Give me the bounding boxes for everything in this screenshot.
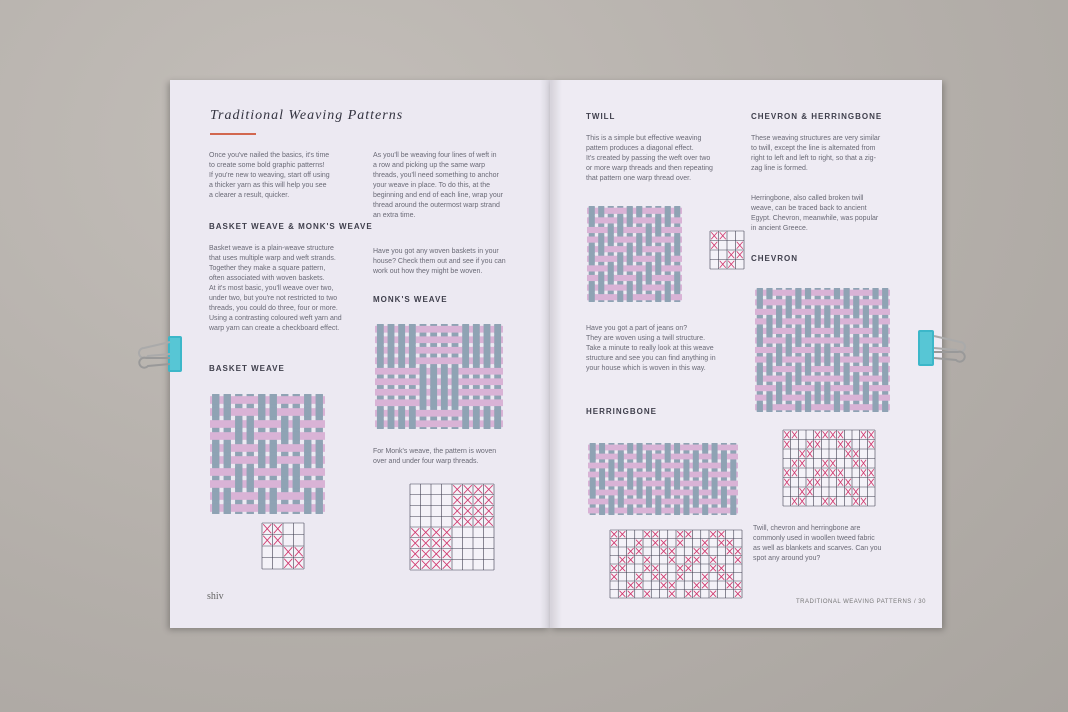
monks-weave-heading: MONK'S WEAVE: [373, 295, 448, 304]
basket-paragraph: Basket weave is a plain-weave structure that uses multiple warp and weft strands. Together they make a square pattern, often associated with woven baskets. At it's most basic, you'll weave over two, under two, but you're not restricted to two threads, you could do three, four or more. Using a contrasting coloured weft yarn and warp yarn can create a checkboard effect.: [209, 245, 342, 332]
closing-paragraph: Twill, chevron and herringbone are commonly used in woollen tweed fabric as well as blankets and scarves. Can you spot any around you?: [753, 525, 882, 562]
intro-paragraph: Once you've nailed the basics, it's time to create some bold graphic patterns! If you're new to weaving, start off using a thicker yarn as this will help you see a clearer a result, quicker.: [209, 152, 330, 199]
book-gutter: [540, 80, 562, 628]
left-binder-clip: [140, 332, 196, 376]
basket-monk-heading: BASKET WEAVE & MONK'S WEAVE: [209, 222, 373, 231]
publisher-logo: shiv: [207, 591, 224, 602]
herringbone-heading: HERRINGBONE: [586, 407, 658, 416]
basket-pattern-grid: [254, 523, 304, 569]
chevron-pattern-grid: [775, 430, 875, 506]
page-footer: TRADITIONAL WEAVING PATTERNS / 30: [796, 599, 926, 605]
basket-weave-heading: BASKET WEAVE: [209, 364, 285, 373]
twill-pattern-grid: [702, 231, 744, 269]
jeans-paragraph: Have you got a part of jeans on? They are woven using a twill structure. Take a minute to really look at this weave structure and see you can find anything in your house which is woven in this way.: [586, 325, 716, 372]
monks-paragraph: For Monk's weave, the pattern is woven over and under four warp threads.: [373, 448, 497, 465]
baskets-paragraph: Have you got any woven baskets in your house? Check them out and see if you can work out how they might be woven.: [373, 248, 506, 275]
chevron-heading: CHEVRON: [751, 254, 799, 263]
anchor-paragraph: As you'll be weaving four lines of weft in a row and picking up the same warp threads, you'll need something to anchor your weave in place. To do this, at the beginning and end of each line, wrap your thread around the outermost warp strand an extra time.: [373, 152, 503, 219]
monks-weave-illustration: [375, 324, 503, 429]
basket-weave-illustration: [210, 394, 325, 514]
page-title: Traditional Weaving Patterns: [210, 108, 404, 123]
right-binder-clip: [916, 326, 972, 370]
twill-weave-illustration: [587, 206, 682, 302]
herringbone-pattern-grid: [602, 530, 742, 598]
title-accent-rule: [210, 133, 256, 135]
chevron-weave-illustration: [755, 288, 890, 412]
herringbone-weave-illustration: [588, 443, 738, 515]
chevron-herringbone-paragraph: These weaving structures are very similar to twill, except the line is alternated from right to left and left to right, so that a zig- zag line is formed.: [751, 135, 881, 172]
chevron-herringbone-heading: CHEVRON & HERRINGBONE: [751, 112, 883, 121]
monks-pattern-grid: [402, 484, 494, 570]
history-paragraph: Herringbone, also called broken twill weave, can be traced back to ancient Egypt. Chevron, meanwhile, was popular in ancient Greece.: [751, 195, 879, 232]
twill-heading: TWILL: [586, 112, 616, 121]
twill-paragraph: This is a simple but effective weaving pattern produces a diagonal effect. It's created by passing the weft over two or more warp threads and then repeating that pattern one warp thread over.: [586, 135, 713, 182]
